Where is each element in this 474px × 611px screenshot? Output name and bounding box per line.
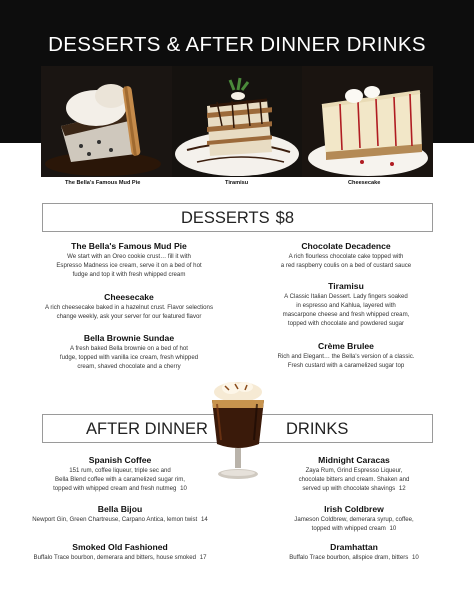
item-desc-line: 151 rum, coffee liqueur, triple sec and (69, 467, 171, 474)
item-name: Bella Bijou (97, 504, 143, 514)
item-desc-line: topped with whipped cream (311, 525, 386, 532)
item-desc-line: A Classic Italian Dessert. Lady fingers soaked (284, 293, 408, 300)
item-name: Irish Coldbrew (324, 504, 384, 514)
item-desc-line: A rich cheesecake baked in a hazelnut crust. Flavor selections (44, 304, 213, 311)
tiramisu-photo (172, 66, 302, 177)
drink-item (20, 455, 220, 493)
item-desc-line: a red raspberry coulis on a bed of custard sauce (280, 262, 412, 269)
item-desc-line: Newport Gin, Green Chartreuse, Carpano Antica, lemon twist (32, 516, 198, 523)
item-name: Dramhattan (330, 542, 378, 552)
photo-captions (41, 180, 433, 190)
desserts-header (42, 203, 433, 232)
dessert-item (20, 333, 238, 371)
item-desc-line: topped with chocolate and powdered sugar (287, 320, 405, 327)
drink-item (254, 542, 454, 562)
item-name: Spanish Coffee (88, 455, 152, 465)
item-desc-line: A rich flourless chocolate cake topped with (288, 253, 404, 260)
item-price: 10 (389, 525, 397, 532)
item-desc-line: Rich and Elegant… the Bella's version of a classic. (277, 353, 415, 360)
item-desc-line: fudge and top it with fresh whipped cream (72, 271, 186, 278)
drink-item (254, 455, 454, 493)
item-name: Bella Brownie Sundae (83, 333, 175, 343)
item-desc-line: Jameson Coldbrew, demerara syrup, coffee, (294, 516, 414, 523)
item-name: The Bella's Famous Mud Pie (71, 241, 187, 251)
item-desc-line: Zaya Rum, Grind Espresso Liqueur, (305, 467, 403, 474)
item-price: 14 (200, 516, 208, 523)
item-name: Cheesecake (104, 292, 154, 302)
menu-title: DESSERTS & AFTER DINNER DRINKS (48, 33, 426, 56)
item-desc-line: topped with whipped cream and fresh nutmeg (53, 485, 177, 492)
caption-cheesecake: Cheesecake (348, 180, 381, 186)
item-desc-line: in espresso and Kahlua, layered with (296, 302, 396, 309)
dessert-item (238, 281, 454, 328)
mud-pie-photo (41, 66, 172, 177)
item-name: Chocolate Decadence (301, 241, 391, 251)
item-desc-line: A fresh baked Bella brownie on a bed of hot (70, 345, 188, 352)
item-name: Midnight Caracas (318, 455, 390, 465)
item-desc-line: mascarpone cheese and fresh whipped cream, (282, 311, 410, 318)
item-price: 10 (180, 485, 187, 492)
dessert-item (238, 241, 454, 270)
item-desc-line: cream, shaved chocolate and a cherry (77, 363, 181, 370)
item-desc-line: change weekly, ask your server for our featured flavor (56, 313, 202, 320)
item-price: 12 (398, 485, 406, 492)
dessert-item (20, 292, 238, 321)
drink-item (20, 504, 220, 524)
desserts-price: $8 (275, 209, 294, 227)
item-desc-line: Bella Blend coffee with a caramelized sugar rim, (55, 476, 185, 483)
drink-item (254, 504, 454, 533)
cheesecake-photo (302, 66, 433, 177)
item-price: 17 (199, 554, 207, 561)
drinks-title-left: AFTER DINNER (86, 420, 208, 438)
item-name: Tiramisu (328, 281, 364, 291)
item-desc-line: We start with an Oreo cookie crust… fill it with (67, 253, 191, 260)
item-name: Smoked Old Fashioned (72, 542, 168, 552)
item-desc-line: Espresso Madness ice cream, serve it on a bed of hot (56, 262, 202, 269)
dessert-item (20, 241, 238, 279)
caption-tiramisu: Tiramisu (225, 180, 249, 186)
drink-item (20, 542, 220, 562)
item-price: 10 (412, 554, 419, 561)
item-desc-line: Buffalo Trace bourbon, allspice dram, bitters (289, 554, 409, 561)
caption-mud-pie: The Bella's Famous Mud Pie (65, 180, 141, 186)
item-desc-line: served up with chocolate shavings (302, 485, 396, 492)
dessert-photo-strip (41, 66, 433, 177)
item-name: Crème Brulee (318, 341, 374, 351)
drinks-title-right: DRINKS (286, 420, 349, 438)
item-desc-line: chocolate bitters and cream. Shaken and (298, 476, 410, 483)
item-desc-line: fudge, topped with vanilla ice cream, fresh whipped (59, 354, 199, 361)
desserts-title: DESSERTS (181, 209, 270, 227)
item-desc-line: Fresh custard with a caramelized sugar top (287, 362, 405, 369)
item-desc-line: Buffalo Trace bourbon, demerara and bitters, house smoked (33, 554, 196, 561)
dessert-item (238, 341, 454, 370)
